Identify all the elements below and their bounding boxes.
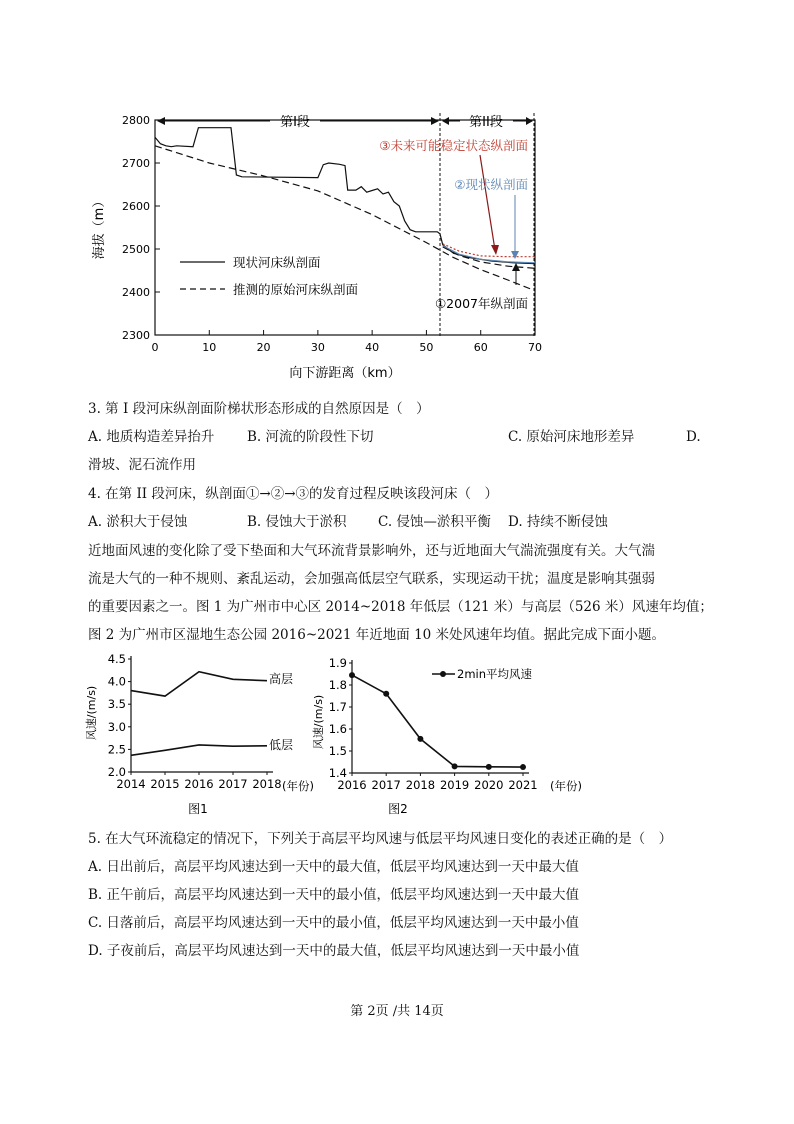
x-tick-label: 2021 xyxy=(508,778,538,792)
y-tick-label: 1.9 xyxy=(328,656,347,670)
question-5-option-a: A. 日出前后，高层平均风速达到一天中的最大值，低层平均风速达到一天中最大值 xyxy=(88,859,579,875)
figure2-legend-marker xyxy=(440,671,446,677)
question-3-stem: 3. 第 I 段河床纵剖面阶梯状形态形成的自然原因是（ ） xyxy=(88,401,430,417)
figure2-x-unit: (年份) xyxy=(550,779,582,793)
figure1-x-unit: (年份) xyxy=(282,779,314,793)
figure2-y-axis-title: 风速/(m/s) xyxy=(312,694,325,750)
question-4-stem: 4. 在第 II 段河床，纵剖面①→②→③的发育过程反映该段河床（ ） xyxy=(88,486,499,502)
question-3-option-a: A. 地质构造差异抬升 xyxy=(88,429,215,445)
data-point xyxy=(383,691,389,697)
question-5-option-d: D. 子夜前后，高层平均风速达到一天中的最大值，低层平均风速达到一天中最小值 xyxy=(88,943,580,959)
x-tick-label: 2019 xyxy=(439,778,470,792)
y-tick-label: 4.5 xyxy=(107,652,126,666)
annotation-future-pointer xyxy=(480,155,495,250)
arrowhead-down-icon xyxy=(491,245,499,255)
x-tick-label: 2017 xyxy=(371,778,401,792)
x-tick-label: 2014 xyxy=(116,777,146,791)
question-5-option-c: C. 日落前后，高层平均风速达到一天中的最小值，低层平均风速达到一天中最小值 xyxy=(88,915,579,931)
segment1-label: 第I段 xyxy=(280,115,310,130)
passage-line-2: 流是大气的一种不规则、紊乱运动，会加强高低层空气联系，实现运动干扰；温度是影响其强弱 xyxy=(88,571,655,587)
data-point xyxy=(417,736,423,742)
question-3-option-c: C. 原始河床地形差异 xyxy=(508,429,635,445)
y-tick-label: 1.7 xyxy=(328,700,347,714)
annotation-current-profile: ②现状纵剖面 xyxy=(454,177,528,192)
arrowhead-right-icon xyxy=(526,117,533,125)
arrowhead-left-icon xyxy=(157,117,165,125)
x-tick-label: 2017 xyxy=(218,777,248,791)
series-line-1 xyxy=(131,745,267,755)
y-tick-label: 1.8 xyxy=(328,678,347,692)
legend-current-label: 现状河床纵剖面 xyxy=(233,255,321,270)
data-point xyxy=(520,764,526,770)
y-tick-label: 3.5 xyxy=(107,697,126,712)
data-point xyxy=(349,672,355,678)
passage-line-1: 近地面风速的变化除了受下垫面和大气环流背景影响外，还与近地面大气湍流强度有关。大气湍 xyxy=(88,543,655,559)
series-line-0 xyxy=(352,675,523,767)
x-tick-label: 30 xyxy=(310,341,325,354)
x-tick-label: 2018 xyxy=(252,777,282,791)
x-tick-label: 2020 xyxy=(474,778,504,792)
y-tick-label: 1.6 xyxy=(328,722,347,736)
y-tick-label: 4.0 xyxy=(107,674,126,689)
data-point xyxy=(486,764,492,770)
question-4-option-b: B. 侵蚀大于淤积 xyxy=(247,514,347,530)
figure-2-chart xyxy=(310,650,595,822)
page-number: 第 2页 /共 14页 xyxy=(350,1004,444,1019)
y-tick-label: 1.4 xyxy=(328,766,347,780)
x-tick-label: 2016 xyxy=(184,777,214,791)
arrowhead-down-icon xyxy=(511,251,519,259)
x-tick-label: 50 xyxy=(419,341,434,354)
river-profile-chart xyxy=(85,105,555,390)
annotation-future-profile: ③未来可能稳定状态纵剖面 xyxy=(379,138,528,153)
x-tick-label: 10 xyxy=(202,341,217,354)
y-tick-label: 2500 xyxy=(122,243,150,256)
arrowhead-left-icon xyxy=(442,117,449,125)
x-tick-label: 2018 xyxy=(405,778,436,792)
question-3-option-b: B. 河流的阶段性下切 xyxy=(247,429,374,445)
x-tick-label: 2016 xyxy=(337,778,367,792)
passage-line-4: 图 2 为广州市区湿地生态公园 2016~2021 年近地面 10 米处风速年均值。据此完成下面小题。 xyxy=(88,627,666,643)
y-tick-label: 1.5 xyxy=(328,744,347,758)
y-tick-label: 2600 xyxy=(122,200,150,213)
x-tick-label: 60 xyxy=(473,341,488,354)
question-4-option-c: C. 侵蚀—淤积平衡 xyxy=(378,514,491,530)
y-tick-label: 2800 xyxy=(122,114,150,127)
x-axis-title: 向下游距离（km） xyxy=(289,366,401,381)
y-tick-label: 2.0 xyxy=(107,765,126,779)
figure-1-chart xyxy=(85,650,320,822)
question-5-option-b: B. 正午前后，高层平均风速达到一天中的最小值，低层平均风速达到一天中最大值 xyxy=(88,887,580,903)
legend-original-label: 推测的原始河床纵剖面 xyxy=(233,282,359,297)
y-tick-label: 3.0 xyxy=(107,719,126,734)
x-tick-label: 70 xyxy=(528,341,542,354)
x-tick-label: 40 xyxy=(365,341,380,354)
figure1-caption: 图1 xyxy=(188,802,208,816)
arrowhead-right-icon xyxy=(431,117,439,125)
figure1-series-low-label: 低层 xyxy=(269,738,294,752)
question-3-option-d: D. xyxy=(686,429,701,445)
y-tick-label: 2400 xyxy=(122,286,150,299)
figure2-legend-label: 2min平均风速 xyxy=(457,667,533,681)
question-4-option-d: D. 持续不断侵蚀 xyxy=(508,514,608,530)
profile-line-2 xyxy=(443,247,535,268)
y-tick-label: 2700 xyxy=(122,157,150,170)
x-tick-label: 20 xyxy=(256,341,271,354)
y-tick-label: 2.5 xyxy=(107,742,126,757)
data-point xyxy=(452,763,458,769)
y-tick-label: 2300 xyxy=(122,329,150,342)
segment2-label: 第II段 xyxy=(469,115,503,130)
figure1-y-axis-title: 风速/(m/s) xyxy=(85,685,98,741)
passage-line-3: 的重要因素之一。图 1 为广州市中心区 2014~2018 年低层（121 米）与高层（526 米）风速年均值； xyxy=(88,599,713,615)
x-tick-label: 2015 xyxy=(150,777,180,791)
question-5-stem: 5. 在大气环流稳定的情况下，下列关于高层平均风速与低层平均风速日变化的表述正确的是（ ） xyxy=(88,831,673,847)
question-3-option-d-continued: 滑坡、泥石流作用 xyxy=(88,457,196,473)
y-axis-title: 海拔（m） xyxy=(92,194,107,260)
figure1-series-high-label: 高层 xyxy=(269,672,294,686)
series-line-0 xyxy=(131,672,267,696)
x-tick-label: 0 xyxy=(151,341,159,354)
figure2-caption: 图2 xyxy=(388,802,408,816)
annotation-2007-profile: ①2007年纵剖面 xyxy=(434,296,528,311)
question-4-option-a: A. 淤积大于侵蚀 xyxy=(88,514,188,530)
